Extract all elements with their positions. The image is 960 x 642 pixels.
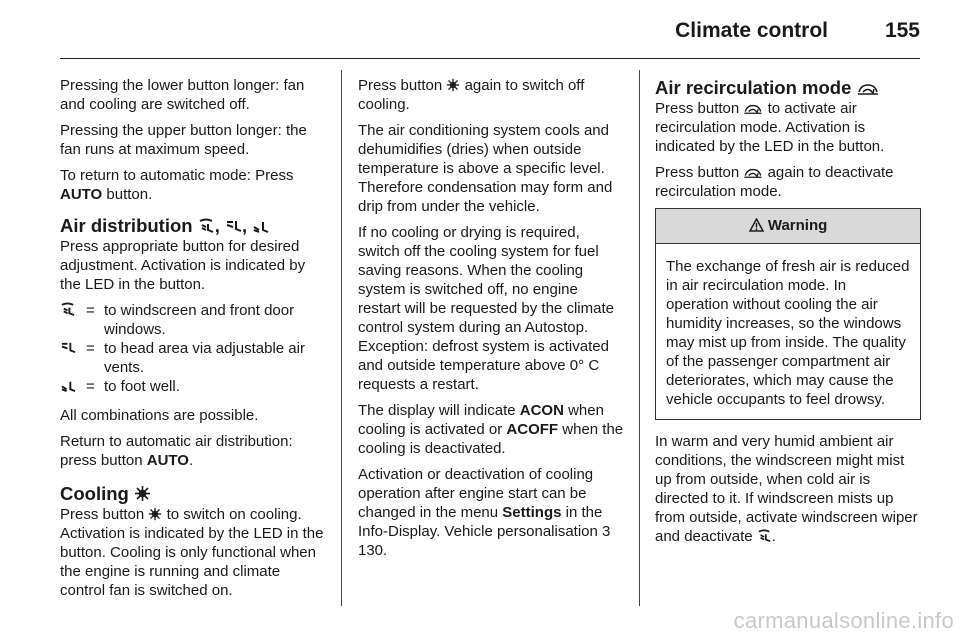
section-heading-recirculation: Air recirculation mode — [655, 76, 921, 99]
paragraph: If no cooling or drying is required, switch off the cooling system for fuel saving reasons. When the cooling system is switched off, no engine restart will be requested by the climate control system during an Autostop. Exception: defrost system is activated and outside temperature above 0° C requests a restart. — [358, 224, 614, 393]
warning-triangle-icon — [749, 217, 768, 234]
page-title: Climate control — [675, 19, 828, 42]
page-number: 155 — [884, 19, 920, 42]
definition-item: = to windscreen and front door windows. — [60, 301, 326, 339]
warning-text: The exchange of fresh air is reduced in air recirculation mode. In operation without cooling the air humidity increases, so the windows may mist up from inside. The quality of the passenger compartment air deteriorates, which may cause the vehicle occupants to feel drowsy. — [666, 258, 910, 408]
paragraph: Press appropriate button for desired adjustment. Activation is indicated by the LED in the button. — [60, 238, 306, 293]
recirculation-icon — [743, 167, 763, 179]
paragraph: To return to automatic mode: Press AUTO button. — [60, 167, 294, 203]
definition-list — [60, 301, 326, 396]
paragraph: Activation or deactivation of cooling operation after engine start can be changed in the menu Settings in the Info-Display. Vehicle personalisation 3 130. — [358, 466, 611, 559]
warning-header — [656, 209, 920, 244]
windscreen-feet-icon — [60, 301, 86, 339]
warning-title: Warning — [767, 217, 828, 234]
page-reference: 3 130. — [358, 523, 611, 559]
acon-label: ACON — [519, 402, 564, 419]
head-vent-icon — [225, 218, 242, 234]
paragraph: Pressing the lower button longer: fan and cooling are switched off. — [60, 77, 305, 113]
definition-item: = to head area via adjustable air vents. — [60, 339, 326, 377]
paragraph: Return to automatic air distribution: press button AUTO. — [60, 433, 293, 469]
page-header — [60, 0, 920, 59]
paragraph: In warm and very humid ambient air conditions, the windscreen might mist up from outside, when cold air is directed to it. If windscreen mists up from outside, activate windscreen wiper and deactivate . — [655, 433, 918, 545]
settings-label: Settings — [502, 504, 562, 521]
foot-well-icon — [252, 218, 269, 234]
paragraph: Press button to activate air recirculation mode. Activation is indicated by the LED in the button. — [655, 100, 885, 155]
column-middle — [358, 76, 624, 567]
warning-box — [655, 208, 921, 420]
snowflake-icon — [148, 507, 162, 521]
column-right — [655, 76, 921, 553]
watermark: carmanualsonline.info — [733, 608, 954, 633]
auto-label: AUTO — [146, 452, 189, 469]
snowflake-icon — [134, 485, 151, 502]
paragraph: Press button to switch on cooling. Activation is indicated by the LED in the button. Cooling is only functional when the engine is running and climate control fan is switched on. — [60, 506, 324, 599]
acoff-label: ACOFF — [506, 421, 559, 438]
windscreen-feet-icon — [757, 529, 772, 543]
column-left — [60, 76, 326, 607]
paragraph: The display will indicate ACON when cooling is activated or ACOFF when the cooling is deactivated. — [358, 402, 624, 457]
recirculation-icon — [743, 103, 763, 115]
snowflake-icon — [446, 78, 460, 92]
definition-item: = to foot well. — [60, 377, 326, 396]
section-heading-cooling: Cooling — [60, 482, 326, 505]
paragraph: Press button again to switch off cooling. — [358, 77, 585, 113]
recirculation-icon — [857, 82, 879, 96]
windscreen-feet-icon — [198, 218, 215, 234]
paragraph: The air conditioning system cools and dehumidifies (dries) when outside temperature is above a specific level. Therefore condensation may form and drip from under the vehicle. — [358, 122, 613, 215]
column-divider — [639, 70, 640, 606]
paragraph: Press button again to deactivate recirculation mode. — [655, 164, 894, 200]
paragraph: All combinations are possible. — [60, 407, 259, 424]
auto-label: AUTO — [60, 186, 103, 203]
column-divider — [341, 70, 342, 606]
paragraph: Pressing the upper button longer: the fan runs at maximum speed. — [60, 122, 307, 158]
section-heading-air-distribution: Air distribution , , — [60, 214, 326, 237]
foot-well-icon — [60, 377, 86, 396]
head-vent-icon — [60, 339, 86, 377]
